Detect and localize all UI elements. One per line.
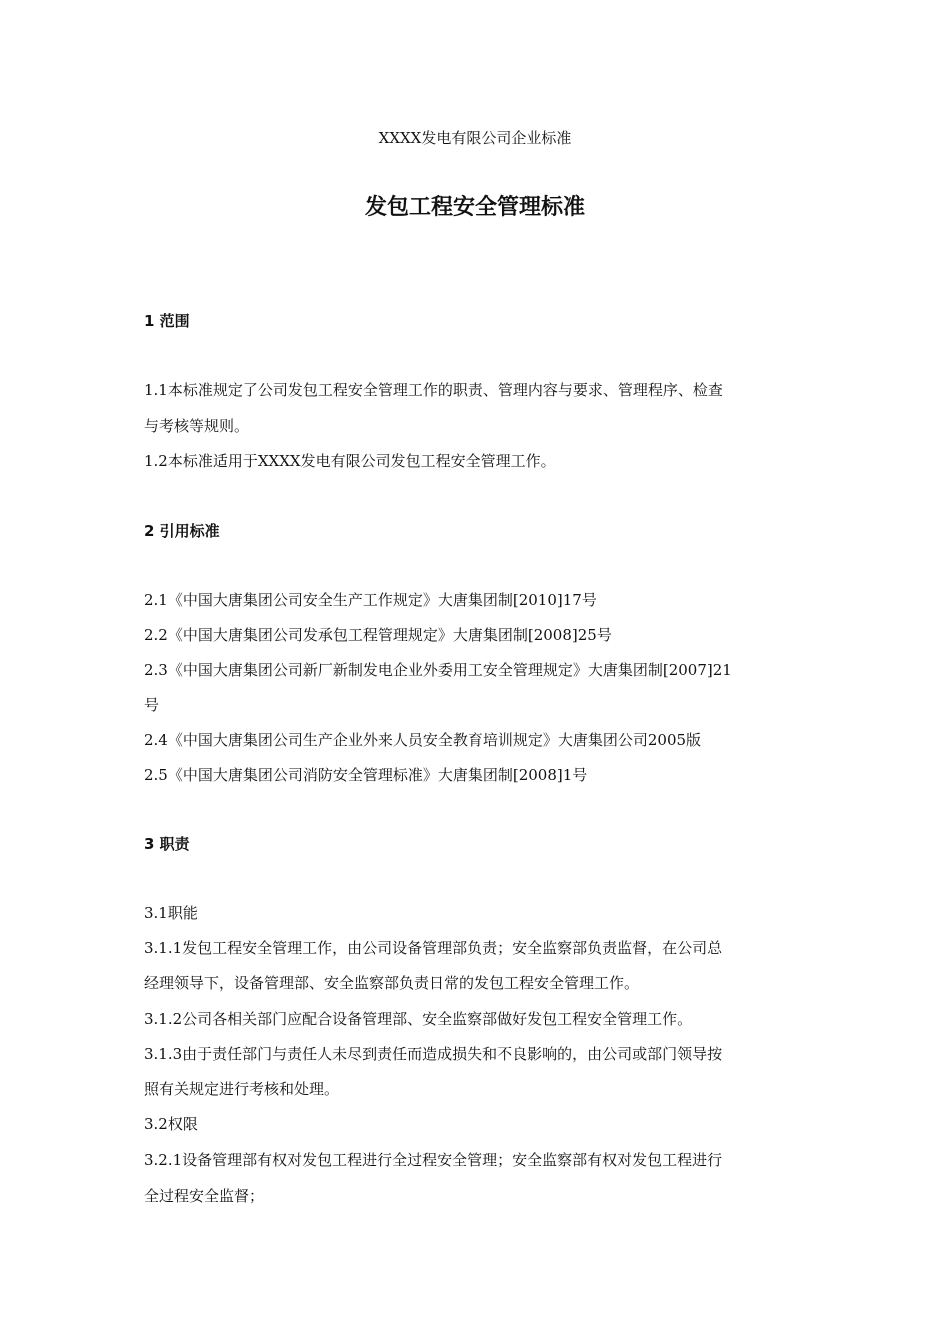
reference-item: 2.2《中国大唐集团公司发承包工程管理规定》大唐集团制[2008]25号 xyxy=(144,626,612,644)
section-heading-references: 2 引用标准 xyxy=(144,522,220,540)
paragraph-line: 照有关规定进行考核和处理。 xyxy=(144,1080,340,1098)
paragraph-line: 经理领导下，设备管理部、安全监察部负责日常的发包工程安全管理工作。 xyxy=(144,974,640,992)
section-heading-scope: 1 范围 xyxy=(144,312,190,330)
paragraph-line: 1.2本标准适用于XXXX发电有限公司发包工程安全管理工作。 xyxy=(144,452,556,470)
paragraph-line: 与考核等规则。 xyxy=(144,417,250,435)
document-title: 发包工程安全管理标准 xyxy=(364,195,585,220)
reference-item: 2.4《中国大唐集团公司生产企业外来人员安全教育培训规定》大唐集团公司2005版 xyxy=(144,731,702,749)
reference-item: 2.1《中国大唐集团公司安全生产工作规定》大唐集团制[2010]17号 xyxy=(144,591,597,609)
reference-item: 2.5《中国大唐集团公司消防安全管理标准》大唐集团制[2008]1号 xyxy=(144,766,588,784)
paragraph-line: 3.1.2公司各相关部门应配合设备管理部、安全监察部做好发包工程安全管理工作。 xyxy=(144,1010,693,1028)
company-standard-header: XXXX发电有限公司企业标准 xyxy=(378,129,572,147)
paragraph-line: 1.1本标准规定了公司发包工程安全管理工作的职责、管理内容与要求、管理程序、检查 xyxy=(144,381,723,399)
section-heading-responsibilities: 3 职责 xyxy=(144,835,190,853)
paragraph-line: 3.2.1设备管理部有权对发包工程进行全过程安全管理；安全监察部有权对发包工程进行 xyxy=(144,1151,723,1169)
reference-item: 号 xyxy=(144,696,160,714)
paragraph-line: 3.1职能 xyxy=(144,904,198,922)
paragraph-line: 全过程安全监督； xyxy=(144,1187,265,1205)
paragraph-line: 3.1.3由于责任部门与责任人未尽到责任而造成损失和不良影响的，由公司或部门领导按 xyxy=(144,1045,723,1063)
paragraph-line: 3.1.1发包工程安全管理工作，由公司设备管理部负责；安全监察部负责监督，在公司总 xyxy=(144,939,723,957)
paragraph-line: 3.2权限 xyxy=(144,1115,198,1133)
reference-item: 2.3《中国大唐集团公司新厂新制发电企业外委用工安全管理规定》大唐集团制[2007]21 xyxy=(144,661,732,679)
